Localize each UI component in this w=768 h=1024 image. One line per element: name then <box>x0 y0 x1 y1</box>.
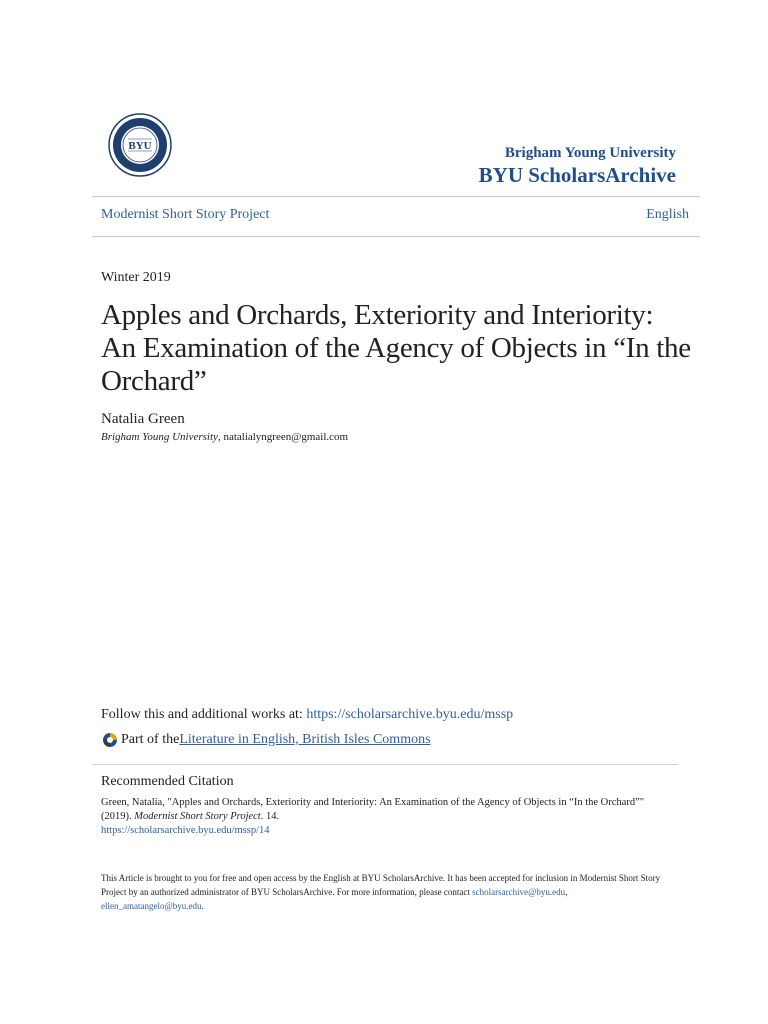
follow-link[interactable]: https://scholarsarchive.byu.edu/mssp <box>306 707 514 722</box>
citation-text <box>101 796 661 838</box>
part-of-label: Part of the <box>121 732 180 747</box>
divider-mid <box>92 236 700 237</box>
commons-link[interactable]: Literature in English, British Isles Commons <box>179 732 431 747</box>
byu-seal-icon <box>108 113 172 177</box>
collection-nav <box>101 207 689 223</box>
contact-email-1[interactable]: scholarsarchive@byu.edu <box>472 887 566 897</box>
author-email: , natalialyngreen@gmail.com <box>217 431 349 443</box>
collection-link[interactable]: Modernist Short Story Project <box>101 207 270 222</box>
follow-label: Follow this and additional works at: <box>101 707 307 722</box>
access-notice <box>101 871 661 913</box>
divider-citation <box>92 764 678 765</box>
archive-name[interactable]: BYU ScholarsArchive <box>478 163 676 187</box>
citation-link[interactable]: https://scholarsarchive.byu.edu/mssp/14 <box>101 825 270 836</box>
notice-end: . <box>201 901 204 911</box>
author-affiliation <box>101 431 348 443</box>
author-name: Natalia Green <box>101 411 185 427</box>
affiliation-name: Brigham Young University <box>101 431 218 443</box>
follow-line <box>101 707 513 723</box>
divider-top <box>92 196 700 197</box>
department-link[interactable]: English <box>646 207 689 222</box>
citation-pre: Green, Natalia, "Apples and Orchards, Exteriority and Interiority: An Examination of the Agency of Objects in “In the Orchard”" (2019). <box>101 797 645 822</box>
article-title: Apples and Orchards, Exteriority and Interiority: An Examination of the Agency of Objects in “In the Orchard” <box>101 299 691 397</box>
citation-journal: Modernist Short Story Project <box>134 811 261 822</box>
citation-heading: Recommended Citation <box>101 774 234 789</box>
contact-email-2[interactable]: ellen_amatangelo@byu.edu <box>101 901 202 911</box>
network-commons-icon <box>101 731 119 749</box>
seal-text: BYU <box>128 140 152 152</box>
citation-post: . 14. <box>260 811 280 822</box>
brand-block <box>479 144 676 187</box>
notice-sep: , <box>565 887 568 897</box>
publication-date: Winter 2019 <box>101 270 171 285</box>
part-of-line <box>101 731 431 749</box>
university-name[interactable]: Brigham Young University <box>504 145 676 161</box>
notice-text: This Article is brought to you for free and open access by the English at BYU ScholarsArchive. It has been accepted for inclusion in Modernist Short Story Project by an authorized administrator of BYU ScholarsArchive. For more information, please contact <box>101 873 661 897</box>
